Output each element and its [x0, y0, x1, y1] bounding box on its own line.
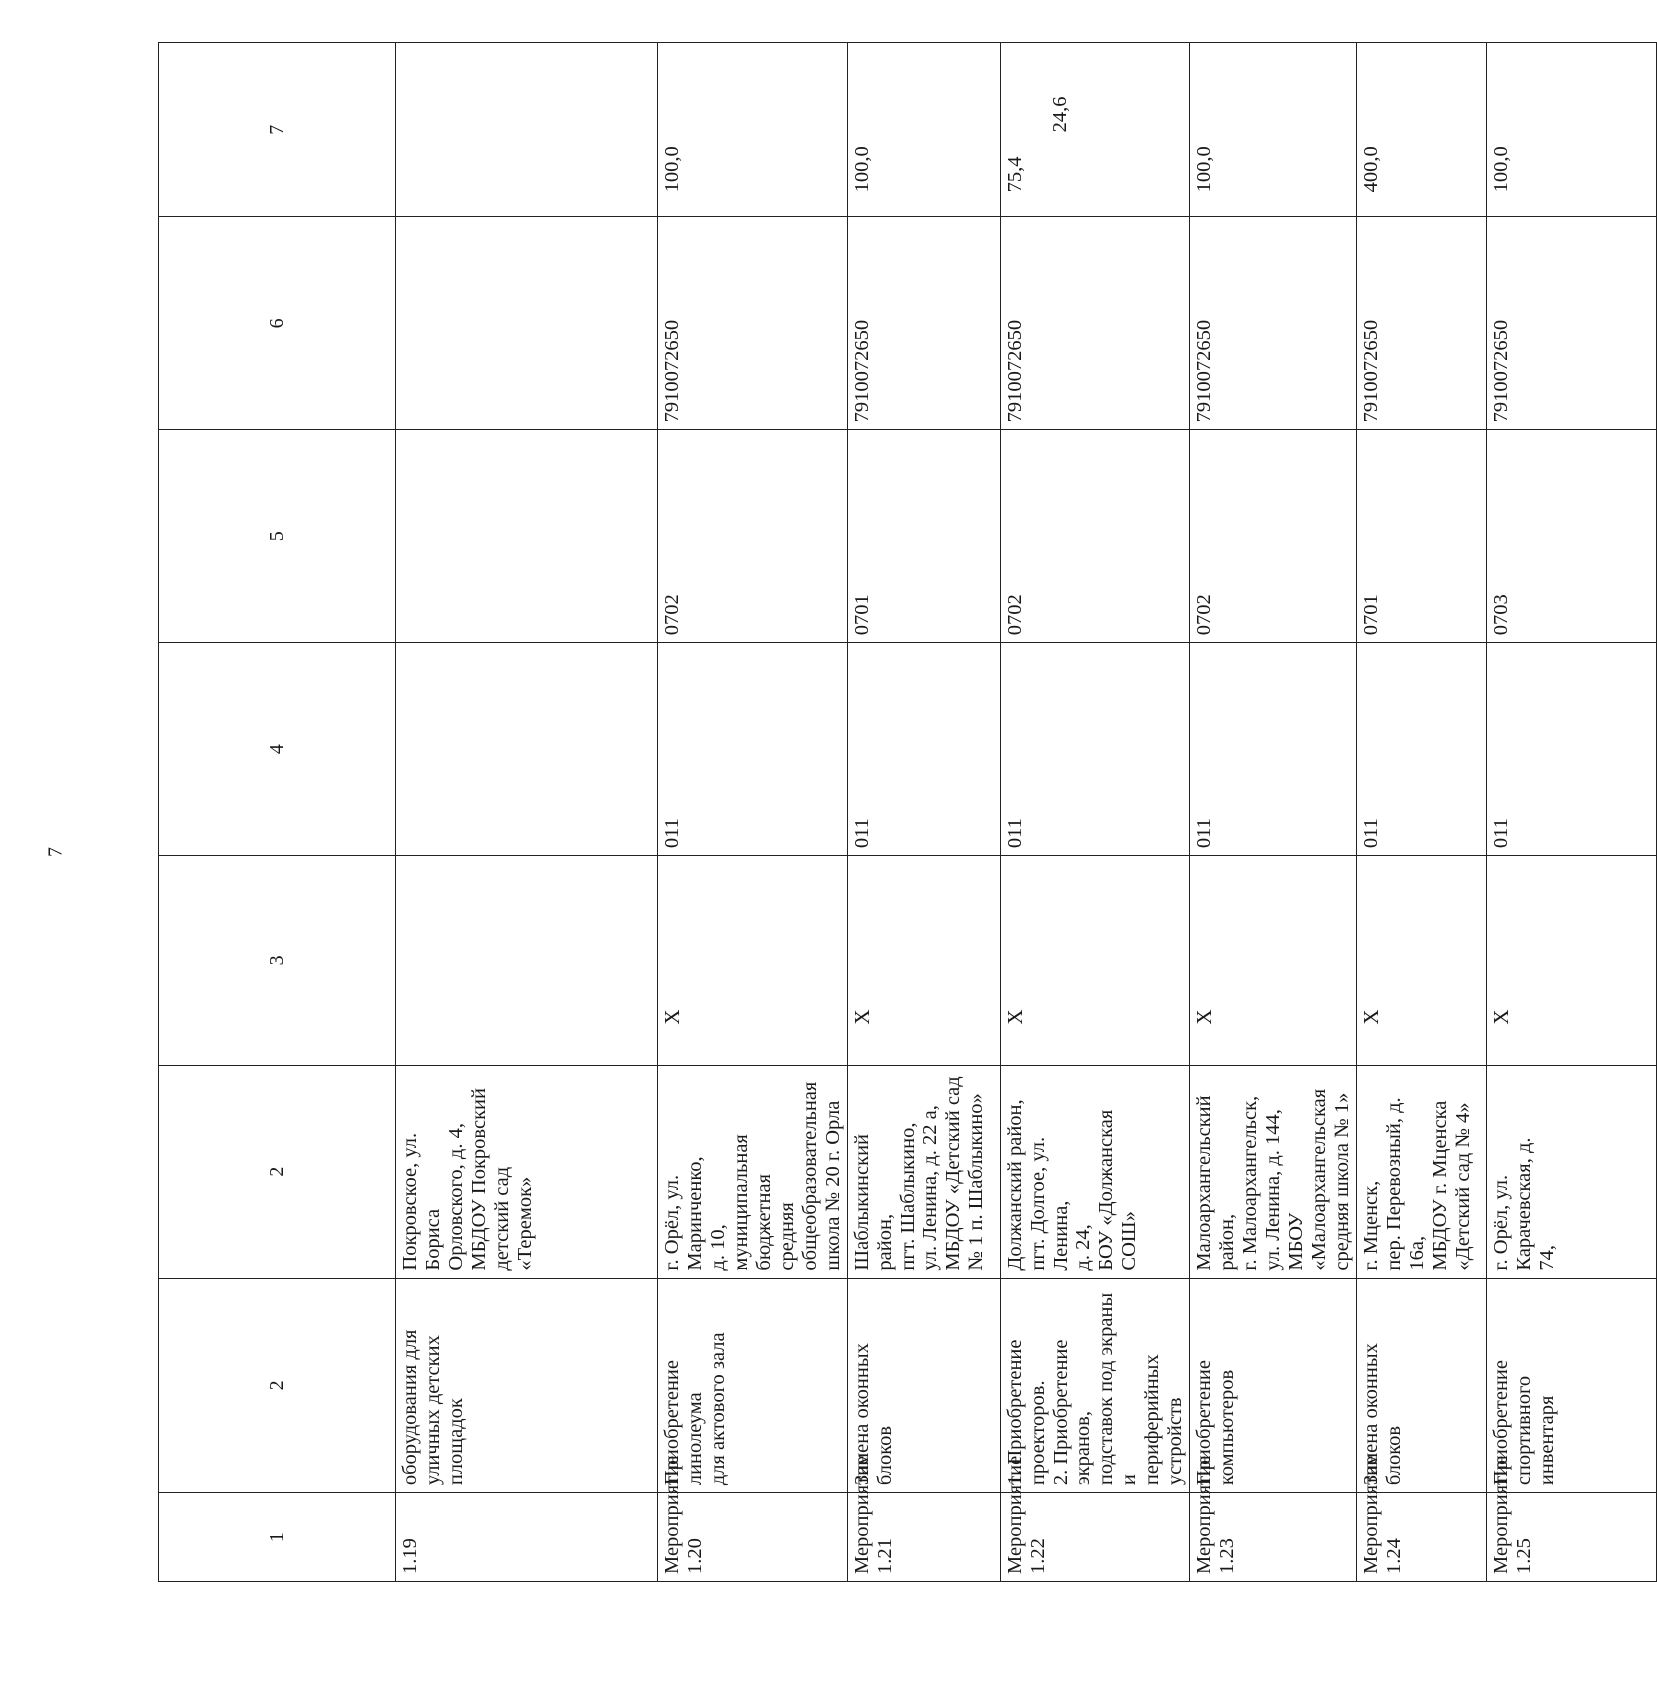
description-line: Замена оконных блоков — [1359, 1343, 1405, 1486]
description-line: площадок — [444, 1398, 467, 1486]
page-number: 7 — [44, 847, 67, 857]
row-id: Мероприятие 1.23 — [1193, 1455, 1239, 1574]
table-row — [1486, 43, 1656, 1582]
column-header — [159, 856, 396, 1066]
row-id-cell — [1190, 1455, 1357, 1582]
address-line: д. 24, — [1072, 1224, 1095, 1271]
row-id-cell — [1486, 1455, 1656, 1582]
address-cell — [847, 1065, 1000, 1278]
table-row — [658, 43, 848, 1582]
description-line: Приобретение — [1193, 1360, 1216, 1486]
target-code-value: 7910072650 — [1003, 319, 1026, 423]
column-header-label: 1 — [265, 1532, 288, 1543]
description-cell — [1356, 1278, 1486, 1493]
target-code-cell — [847, 217, 1000, 430]
address-line: пгт. Шаблыкино, — [896, 1122, 919, 1271]
code-cell — [847, 643, 1000, 856]
address-cell — [1190, 1065, 1357, 1278]
address-line: муниципальная бюджетная — [729, 1134, 775, 1271]
address-line: г. Мценск, — [1359, 1180, 1382, 1271]
description-cell — [847, 1278, 1000, 1493]
description-line: проекторов. — [1026, 1380, 1049, 1486]
description-cell — [1190, 1278, 1357, 1493]
section-value: 0701 — [1359, 594, 1382, 636]
description-line: 1. Приобретение — [1003, 1339, 1026, 1486]
description-line: Приобретение — [1489, 1360, 1512, 1486]
address-line: МБДОУ Покровский — [467, 1088, 490, 1271]
mark-cell — [1000, 856, 1190, 1066]
address-line: «Детский сад № 4» — [1451, 1102, 1474, 1271]
address-line: Орловского, д. 4, — [444, 1123, 467, 1271]
code-value: 011 — [1489, 818, 1512, 849]
column-header — [159, 430, 396, 643]
address-line: ул. Ленина, д. 22 а, — [919, 1105, 942, 1271]
column-header — [159, 217, 396, 430]
address-cell — [396, 1065, 658, 1278]
address-line: пгт. Долгое, ул. Ленина, — [1026, 1136, 1072, 1271]
column-header — [159, 43, 396, 217]
address-line: № 1 п. Шаблыкино» — [965, 1093, 988, 1271]
amount-value: 75,4 — [1003, 156, 1026, 193]
column-header — [159, 643, 396, 856]
table-container — [158, 42, 1558, 1582]
address-line: г. Орёл, ул. Маринченко, — [661, 1156, 706, 1271]
address-line: 74, — [1535, 1244, 1558, 1271]
description-cell — [1000, 1278, 1190, 1493]
target-code-value: 7910072650 — [1193, 319, 1216, 423]
amount-value: 100,0 — [1489, 146, 1512, 193]
address-line: пер. Перевозный, д. 16а, — [1382, 1097, 1428, 1271]
table-row — [847, 43, 1000, 1582]
address-line: средняя — [775, 1202, 798, 1271]
address-line: Должанский район, — [1003, 1099, 1026, 1271]
row-id: Мероприятие 1.25 — [1489, 1455, 1535, 1574]
target-code-value: 7910072650 — [850, 319, 873, 423]
x-mark: X — [849, 1009, 874, 1025]
mark-cell — [1356, 856, 1486, 1066]
address-cell — [1000, 1065, 1190, 1278]
description-line: для актового зала — [706, 1332, 729, 1486]
row-id: Мероприятие 1.21 — [850, 1455, 896, 1574]
column-header — [159, 1278, 396, 1493]
table-row — [1356, 43, 1486, 1582]
amount-cell — [1356, 43, 1486, 217]
header-row — [159, 43, 396, 1582]
section-cell — [1190, 430, 1357, 643]
column-header-label: 7 — [265, 124, 288, 135]
x-mark: X — [1192, 1009, 1217, 1025]
mark-cell — [1486, 856, 1656, 1066]
address-line: Покровское, ул. Бориса — [399, 1132, 444, 1271]
address-cell — [658, 1065, 848, 1278]
target-code-cell — [1486, 217, 1656, 430]
address-line: д. 10, — [706, 1224, 729, 1271]
section-cell — [847, 430, 1000, 643]
row-id: Мероприятие 1.20 — [661, 1455, 706, 1574]
x-mark: X — [1488, 1009, 1513, 1025]
code-value: 011 — [1003, 818, 1026, 849]
address-line: г. Малоархангельск, — [1239, 1095, 1262, 1271]
code-value: 011 — [1193, 818, 1216, 849]
column-header — [159, 1065, 396, 1278]
row-id-cell — [396, 1493, 658, 1582]
target-code-cell — [396, 217, 658, 430]
target-code-cell — [1190, 217, 1357, 430]
address-line: школа № 20 г. Орла — [821, 1100, 844, 1271]
column-header-label: 3 — [265, 955, 288, 966]
section-value: 0701 — [850, 594, 873, 636]
target-code-value: 7910072650 — [1359, 319, 1382, 423]
amount-cell — [1000, 43, 1190, 217]
table-row — [1000, 43, 1190, 1582]
code-cell — [1190, 643, 1357, 856]
description-cell — [658, 1278, 848, 1493]
code-value: 011 — [1359, 818, 1382, 849]
column-header — [159, 1493, 396, 1582]
target-code-cell — [1000, 217, 1190, 430]
description-line: компьютеров — [1216, 1369, 1239, 1486]
code-cell — [1356, 643, 1486, 856]
x-mark: X — [660, 1009, 684, 1025]
section-value: 0702 — [1003, 594, 1026, 636]
row-id: Мероприятие 1.22 — [1003, 1455, 1049, 1574]
description-line: подставок под экраны и — [1095, 1292, 1141, 1486]
amount-value: 100,0 — [661, 146, 683, 193]
mark-cell — [396, 856, 658, 1066]
section-value: 0702 — [1193, 594, 1216, 636]
column-header-label: 2 — [265, 1380, 288, 1391]
row-id: 1.19 — [399, 1538, 421, 1574]
description-line: 2. Приобретение экранов, — [1049, 1339, 1095, 1486]
section-cell — [1356, 430, 1486, 643]
target-code-cell — [1356, 217, 1486, 430]
address-cell — [1356, 1065, 1486, 1278]
section-cell — [1486, 430, 1656, 643]
row-id-cell — [847, 1455, 1000, 1582]
description-cell — [396, 1278, 658, 1493]
section-cell — [658, 430, 848, 643]
x-mark: X — [1002, 1009, 1027, 1025]
section-cell — [1000, 430, 1190, 643]
amount-value: 24,6 — [1048, 96, 1071, 133]
target-code-cell — [658, 217, 848, 430]
address-line: детский сад «Теремок» — [490, 1166, 536, 1271]
description-line: уличных детских — [421, 1335, 444, 1486]
column-header-label: 5 — [265, 531, 288, 542]
mark-cell — [1190, 856, 1357, 1066]
address-line: г. Орёл, ул. Карачевская, д. — [1489, 1137, 1535, 1271]
address-line: общеобразовательная — [798, 1081, 821, 1271]
address-line: ул. Ленина, д. 144, — [1262, 1109, 1285, 1271]
table-row — [396, 43, 658, 1582]
row-id-cell — [1000, 1455, 1190, 1582]
mark-cell — [847, 856, 1000, 1066]
section-value: 0702 — [661, 594, 683, 636]
section-value: 0703 — [1489, 594, 1512, 636]
section-cell — [396, 430, 658, 643]
row-id-cell — [658, 1455, 848, 1582]
amount-cell — [1486, 43, 1656, 217]
amount-cell — [658, 43, 848, 217]
description-line: Замена оконных блоков — [850, 1343, 896, 1486]
target-code-value: 7910072650 — [661, 319, 683, 423]
row-id: Мероприятие 1.24 — [1359, 1455, 1405, 1574]
address-line: средняя школа № 1» — [1330, 1092, 1353, 1271]
address-line: МБДОУ г. Мценска — [1428, 1100, 1451, 1271]
description-cell — [1486, 1278, 1656, 1493]
column-header-label: 2 — [265, 1166, 288, 1177]
code-value: 011 — [850, 818, 873, 849]
address-line: Малоархангельский район, — [1193, 1095, 1239, 1271]
x-mark: X — [1358, 1009, 1383, 1025]
address-line: Шаблыкинский район, — [850, 1133, 896, 1271]
table-row — [1190, 43, 1357, 1582]
address-line: БОУ «Должанская СОШ» — [1095, 1109, 1141, 1271]
description-line: Приобретение линолеума — [661, 1360, 706, 1486]
column-header-label: 6 — [265, 318, 288, 329]
amount-value: 100,0 — [1193, 146, 1216, 193]
description-line: периферийных устройств — [1141, 1354, 1187, 1486]
amount-cell — [847, 43, 1000, 217]
address-line: МБОУ «Малоархангельская — [1285, 1088, 1331, 1271]
code-value: 011 — [661, 818, 683, 849]
description-line: спортивного инвентаря — [1512, 1375, 1558, 1486]
data-table — [158, 42, 1657, 1582]
code-cell — [1000, 643, 1190, 856]
amount-cell — [396, 43, 658, 217]
amount-value: 400,0 — [1359, 146, 1382, 193]
address-line: МБДОУ «Детский сад — [942, 1076, 965, 1271]
row-id-cell — [1356, 1455, 1486, 1582]
amount-cell — [1190, 43, 1357, 217]
code-cell — [1486, 643, 1656, 856]
mark-cell — [658, 856, 848, 1066]
code-cell — [658, 643, 848, 856]
address-cell — [1486, 1065, 1656, 1278]
description-line: оборудования для — [399, 1329, 421, 1486]
target-code-value: 7910072650 — [1489, 319, 1512, 423]
code-cell — [396, 643, 658, 856]
column-header-label: 4 — [265, 744, 288, 755]
amount-value: 100,0 — [850, 146, 873, 193]
